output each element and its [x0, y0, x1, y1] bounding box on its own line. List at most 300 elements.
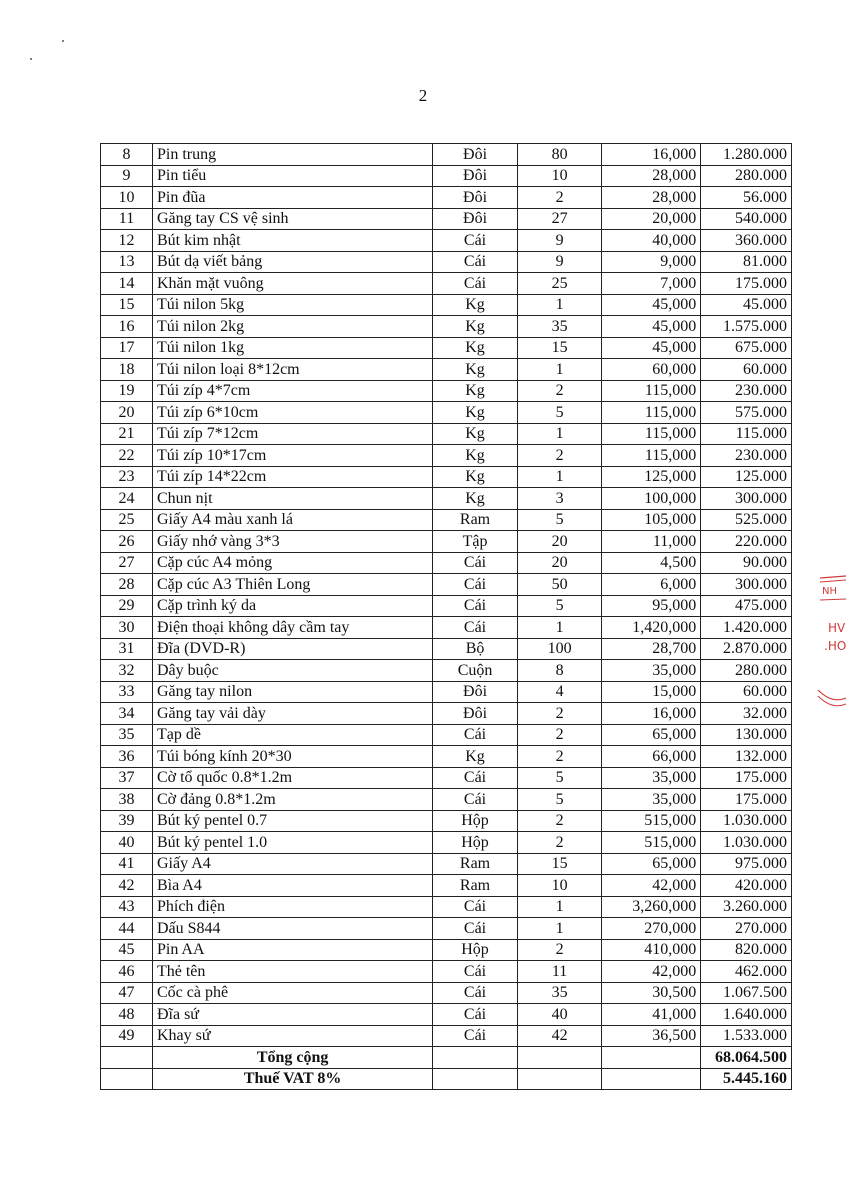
red-stamp-fragment [816, 570, 846, 720]
cell-price: 1,420,000 [602, 617, 701, 639]
cell-price: 35,000 [602, 767, 701, 789]
cell-stt: 35 [101, 724, 153, 746]
cell-stt: 27 [101, 552, 153, 574]
cell-stt: 31 [101, 638, 153, 660]
table-row [101, 445, 792, 467]
cell-price: 45,000 [602, 337, 701, 359]
cell-qty: 100 [517, 638, 602, 660]
cell-qty: 10 [517, 875, 602, 897]
cell-amount: 420.000 [701, 875, 792, 897]
cell-stt: 38 [101, 789, 153, 811]
cell-price: 16,000 [602, 144, 701, 166]
cell-unit: Cái [433, 982, 518, 1004]
cell-stt: 46 [101, 961, 153, 983]
table-row [101, 208, 792, 230]
cell-name: Cặp trình ký da [152, 595, 432, 617]
cell-qty: 5 [517, 509, 602, 531]
cell-name: Khăn mặt vuông [152, 273, 432, 295]
cell-unit: Cái [433, 251, 518, 273]
cell-amount: 360.000 [701, 230, 792, 252]
cell-qty: 2 [517, 380, 602, 402]
cell-amount: 1.030.000 [701, 810, 792, 832]
cell-stt: 28 [101, 574, 153, 596]
cell-stt: 36 [101, 746, 153, 768]
total-row [101, 1047, 792, 1069]
table-row [101, 552, 792, 574]
cell-unit: Hộp [433, 939, 518, 961]
cell-unit: Cái [433, 1004, 518, 1026]
svg-text:HV: HV [828, 621, 846, 635]
cell-unit: Đôi [433, 144, 518, 166]
cell-qty: 2 [517, 810, 602, 832]
cell-qty: 40 [517, 1004, 602, 1026]
cell-name: Túi nilon loại 8*12cm [152, 359, 432, 381]
cell-amount: 60.000 [701, 359, 792, 381]
cell-amount: 1.533.000 [701, 1025, 792, 1047]
cell-stt: 19 [101, 380, 153, 402]
svg-text:.HO: .HO [824, 639, 846, 653]
cell-price: 100,000 [602, 488, 701, 510]
cell-name: Găng tay CS vệ sinh [152, 208, 432, 230]
cell-amount: 975.000 [701, 853, 792, 875]
cell-empty [433, 1047, 518, 1069]
cell-stt: 12 [101, 230, 153, 252]
cell-amount: 575.000 [701, 402, 792, 424]
table-row [101, 509, 792, 531]
cell-empty [101, 1047, 153, 1069]
cell-unit: Cái [433, 595, 518, 617]
cell-unit: Cái [433, 230, 518, 252]
cell-amount: 1.030.000 [701, 832, 792, 854]
cell-price: 125,000 [602, 466, 701, 488]
cell-qty: 35 [517, 982, 602, 1004]
cell-unit: Kg [433, 337, 518, 359]
cell-stt: 29 [101, 595, 153, 617]
cell-amount: 125.000 [701, 466, 792, 488]
cell-qty: 9 [517, 230, 602, 252]
cell-stt: 37 [101, 767, 153, 789]
cell-name: Khay sứ [152, 1025, 432, 1047]
cell-name: Túi zíp 6*10cm [152, 402, 432, 424]
cell-amount: 280.000 [701, 165, 792, 187]
cell-qty: 2 [517, 746, 602, 768]
cell-name: Pin đũa [152, 187, 432, 209]
cell-qty: 2 [517, 445, 602, 467]
table-row [101, 681, 792, 703]
cell-qty: 2 [517, 939, 602, 961]
cell-stt: 10 [101, 187, 153, 209]
cell-unit: Cái [433, 273, 518, 295]
cell-qty: 20 [517, 531, 602, 553]
cell-price: 42,000 [602, 875, 701, 897]
table-row [101, 316, 792, 338]
cell-qty: 10 [517, 165, 602, 187]
cell-unit: Ram [433, 853, 518, 875]
cell-name: Bút ký pentel 1.0 [152, 832, 432, 854]
cell-price: 6,000 [602, 574, 701, 596]
cell-qty: 20 [517, 552, 602, 574]
cell-empty [602, 1068, 701, 1090]
cell-amount: 1.640.000 [701, 1004, 792, 1026]
cell-price: 41,000 [602, 1004, 701, 1026]
cell-name: Cặp cúc A4 mỏng [152, 552, 432, 574]
cell-amount: 90.000 [701, 552, 792, 574]
cell-stt: 49 [101, 1025, 153, 1047]
cell-amount: 32.000 [701, 703, 792, 725]
cell-qty: 1 [517, 294, 602, 316]
table-row [101, 961, 792, 983]
cell-stt: 34 [101, 703, 153, 725]
cell-amount: 81.000 [701, 251, 792, 273]
cell-name: Pin tiểu [152, 165, 432, 187]
cell-qty: 2 [517, 832, 602, 854]
cell-price: 66,000 [602, 746, 701, 768]
cell-price: 35,000 [602, 789, 701, 811]
cell-amount: 220.000 [701, 531, 792, 553]
cell-amount: 540.000 [701, 208, 792, 230]
cell-unit: Đôi [433, 703, 518, 725]
cell-unit: Ram [433, 875, 518, 897]
cell-stt: 33 [101, 681, 153, 703]
cell-qty: 2 [517, 724, 602, 746]
cell-price: 115,000 [602, 423, 701, 445]
cell-stt: 45 [101, 939, 153, 961]
cell-amount: 475.000 [701, 595, 792, 617]
cell-qty: 5 [517, 402, 602, 424]
table-row [101, 853, 792, 875]
cell-qty: 9 [517, 251, 602, 273]
table-row [101, 144, 792, 166]
cell-stt: 15 [101, 294, 153, 316]
table-row [101, 789, 792, 811]
cell-empty [517, 1068, 602, 1090]
cell-stt: 22 [101, 445, 153, 467]
cell-price: 3,260,000 [602, 896, 701, 918]
cell-unit: Đôi [433, 681, 518, 703]
cell-name: Túi zíp 14*22cm [152, 466, 432, 488]
cell-stt: 41 [101, 853, 153, 875]
cell-unit: Cái [433, 552, 518, 574]
cell-amount: 1.420.000 [701, 617, 792, 639]
cell-stt: 11 [101, 208, 153, 230]
cell-qty: 1 [517, 359, 602, 381]
cell-price: 20,000 [602, 208, 701, 230]
cell-unit: Cái [433, 918, 518, 940]
cell-qty: 80 [517, 144, 602, 166]
cell-qty: 5 [517, 595, 602, 617]
cell-price: 30,500 [602, 982, 701, 1004]
cell-price: 115,000 [602, 402, 701, 424]
cell-amount: 175.000 [701, 789, 792, 811]
cell-price: 410,000 [602, 939, 701, 961]
table-row [101, 939, 792, 961]
cell-amount: 115.000 [701, 423, 792, 445]
table-row [101, 380, 792, 402]
cell-price: 9,000 [602, 251, 701, 273]
cell-price: 95,000 [602, 595, 701, 617]
cell-amount: 1.280.000 [701, 144, 792, 166]
cell-stt: 23 [101, 466, 153, 488]
cell-amount: 1.067.500 [701, 982, 792, 1004]
table-row [101, 875, 792, 897]
cell-qty: 1 [517, 896, 602, 918]
cell-qty: 1 [517, 918, 602, 940]
cell-qty: 4 [517, 681, 602, 703]
table-row [101, 230, 792, 252]
cell-stt: 48 [101, 1004, 153, 1026]
cell-name: Điện thoại không dây cầm tay [152, 617, 432, 639]
cell-price: 45,000 [602, 294, 701, 316]
cell-stt: 9 [101, 165, 153, 187]
cell-qty: 5 [517, 789, 602, 811]
cell-name: Dấu S844 [152, 918, 432, 940]
cell-name: Pin trung [152, 144, 432, 166]
table-row [101, 423, 792, 445]
cell-qty: 35 [517, 316, 602, 338]
table-row [101, 251, 792, 273]
cell-name: Túi zíp 7*12cm [152, 423, 432, 445]
table-row [101, 574, 792, 596]
total-amount: 68.064.500 [701, 1047, 792, 1069]
cell-qty: 2 [517, 703, 602, 725]
cell-stt: 17 [101, 337, 153, 359]
cell-name: Túi nilon 5kg [152, 294, 432, 316]
cell-amount: 130.000 [701, 724, 792, 746]
cell-name: Thẻ tên [152, 961, 432, 983]
cell-qty: 15 [517, 337, 602, 359]
total-label: Thuế VAT 8% [152, 1068, 432, 1090]
cell-price: 11,000 [602, 531, 701, 553]
cell-unit: Cái [433, 617, 518, 639]
cell-unit: Đôi [433, 187, 518, 209]
cell-unit: Kg [433, 359, 518, 381]
table-row [101, 617, 792, 639]
cell-amount: 230.000 [701, 445, 792, 467]
table-row [101, 896, 792, 918]
cell-price: 515,000 [602, 832, 701, 854]
cell-stt: 47 [101, 982, 153, 1004]
cell-price: 28,700 [602, 638, 701, 660]
table-row [101, 660, 792, 682]
cell-qty: 1 [517, 466, 602, 488]
table-row [101, 359, 792, 381]
cell-qty: 15 [517, 853, 602, 875]
cell-name: Bìa A4 [152, 875, 432, 897]
cell-amount: 1.575.000 [701, 316, 792, 338]
table-row [101, 187, 792, 209]
table-row [101, 703, 792, 725]
cell-unit: Kg [433, 488, 518, 510]
items-table-body [101, 144, 792, 1090]
cell-name: Pin AA [152, 939, 432, 961]
cell-name: Bút dạ viết bảng [152, 251, 432, 273]
cell-stt: 44 [101, 918, 153, 940]
cell-price: 515,000 [602, 810, 701, 832]
cell-price: 4,500 [602, 552, 701, 574]
cell-price: 16,000 [602, 703, 701, 725]
cell-amount: 132.000 [701, 746, 792, 768]
cell-amount: 175.000 [701, 767, 792, 789]
cell-stt: 39 [101, 810, 153, 832]
cell-name: Cốc cà phê [152, 982, 432, 1004]
cell-price: 15,000 [602, 681, 701, 703]
cell-price: 65,000 [602, 724, 701, 746]
cell-name: Chun nịt [152, 488, 432, 510]
cell-amount: 300.000 [701, 574, 792, 596]
cell-stt: 13 [101, 251, 153, 273]
total-row [101, 1068, 792, 1090]
table-row [101, 488, 792, 510]
cell-unit: Cái [433, 789, 518, 811]
cell-stt: 18 [101, 359, 153, 381]
cell-price: 65,000 [602, 853, 701, 875]
cell-unit: Đôi [433, 165, 518, 187]
cell-amount: 300.000 [701, 488, 792, 510]
cell-qty: 50 [517, 574, 602, 596]
cell-stt: 32 [101, 660, 153, 682]
cell-name: Túi bóng kính 20*30 [152, 746, 432, 768]
cell-qty: 42 [517, 1025, 602, 1047]
cell-stt: 26 [101, 531, 153, 553]
cell-amount: 45.000 [701, 294, 792, 316]
cell-name: Đĩa (DVD-R) [152, 638, 432, 660]
cell-stt: 42 [101, 875, 153, 897]
cell-unit: Cuộn [433, 660, 518, 682]
cell-empty [433, 1068, 518, 1090]
cell-unit: Ram [433, 509, 518, 531]
table-row [101, 832, 792, 854]
cell-stt: 30 [101, 617, 153, 639]
cell-qty: 1 [517, 617, 602, 639]
cell-stt: 24 [101, 488, 153, 510]
cell-name: Bút kim nhật [152, 230, 432, 252]
cell-unit: Kg [433, 423, 518, 445]
cell-name: Giấy A4 màu xanh lá [152, 509, 432, 531]
cell-amount: 280.000 [701, 660, 792, 682]
table-row [101, 1025, 792, 1047]
cell-stt: 14 [101, 273, 153, 295]
cell-empty [602, 1047, 701, 1069]
cell-price: 105,000 [602, 509, 701, 531]
cell-price: 115,000 [602, 445, 701, 467]
table-row [101, 982, 792, 1004]
cell-name: Cờ tổ quốc 0.8*1.2m [152, 767, 432, 789]
cell-name: Cặp cúc A3 Thiên Long [152, 574, 432, 596]
cell-qty: 3 [517, 488, 602, 510]
cell-name: Phích điện [152, 896, 432, 918]
cell-unit: Bộ [433, 638, 518, 660]
table-row [101, 1004, 792, 1026]
scan-speck [62, 40, 64, 42]
total-amount: 5.445.160 [701, 1068, 792, 1090]
cell-price: 36,500 [602, 1025, 701, 1047]
cell-name: Dây buộc [152, 660, 432, 682]
table-row [101, 918, 792, 940]
table-row [101, 165, 792, 187]
cell-qty: 8 [517, 660, 602, 682]
cell-stt: 25 [101, 509, 153, 531]
page-number: 2 [418, 86, 428, 105]
table-row [101, 810, 792, 832]
table-row [101, 402, 792, 424]
cell-unit: Cái [433, 961, 518, 983]
cell-unit: Kg [433, 466, 518, 488]
cell-unit: Kg [433, 746, 518, 768]
cell-price: 28,000 [602, 165, 701, 187]
cell-amount: 675.000 [701, 337, 792, 359]
svg-text:NH: NH [822, 586, 837, 597]
cell-unit: Kg [433, 445, 518, 467]
cell-name: Găng tay vải dày [152, 703, 432, 725]
table-row [101, 294, 792, 316]
table-row [101, 724, 792, 746]
cell-qty: 1 [517, 423, 602, 445]
cell-unit: Kg [433, 402, 518, 424]
cell-unit: Cái [433, 896, 518, 918]
table-row [101, 638, 792, 660]
cell-unit: Kg [433, 294, 518, 316]
cell-price: 60,000 [602, 359, 701, 381]
cell-name: Túi zíp 10*17cm [152, 445, 432, 467]
cell-stt: 20 [101, 402, 153, 424]
cell-unit: Đôi [433, 208, 518, 230]
table-row [101, 337, 792, 359]
total-label: Tổng cộng [152, 1047, 432, 1069]
table-row [101, 531, 792, 553]
cell-stt: 43 [101, 896, 153, 918]
cell-name: Giấy nhớ vàng 3*3 [152, 531, 432, 553]
cell-amount: 60.000 [701, 681, 792, 703]
table-row [101, 273, 792, 295]
cell-name: Giấy A4 [152, 853, 432, 875]
cell-price: 40,000 [602, 230, 701, 252]
cell-name: Bút ký pentel 0.7 [152, 810, 432, 832]
cell-amount: 230.000 [701, 380, 792, 402]
cell-empty [101, 1068, 153, 1090]
cell-price: 42,000 [602, 961, 701, 983]
cell-unit: Cái [433, 724, 518, 746]
cell-amount: 525.000 [701, 509, 792, 531]
cell-amount: 820.000 [701, 939, 792, 961]
cell-amount: 2.870.000 [701, 638, 792, 660]
cell-unit: Cái [433, 767, 518, 789]
cell-name: Găng tay nilon [152, 681, 432, 703]
cell-name: Cờ đảng 0.8*1.2m [152, 789, 432, 811]
table-row [101, 767, 792, 789]
cell-qty: 27 [517, 208, 602, 230]
cell-unit: Tập [433, 531, 518, 553]
cell-qty: 5 [517, 767, 602, 789]
cell-amount: 56.000 [701, 187, 792, 209]
cell-price: 115,000 [602, 380, 701, 402]
cell-price: 28,000 [602, 187, 701, 209]
cell-stt: 40 [101, 832, 153, 854]
cell-empty [517, 1047, 602, 1069]
cell-name: Túi zíp 4*7cm [152, 380, 432, 402]
items-table [100, 143, 792, 1090]
cell-qty: 2 [517, 187, 602, 209]
cell-name: Đĩa sứ [152, 1004, 432, 1026]
cell-price: 270,000 [602, 918, 701, 940]
cell-name: Túi nilon 2kg [152, 316, 432, 338]
cell-name: Túi nilon 1kg [152, 337, 432, 359]
cell-price: 7,000 [602, 273, 701, 295]
cell-price: 45,000 [602, 316, 701, 338]
cell-qty: 25 [517, 273, 602, 295]
table-row [101, 746, 792, 768]
cell-name: Tạp dề [152, 724, 432, 746]
cell-stt: 8 [101, 144, 153, 166]
